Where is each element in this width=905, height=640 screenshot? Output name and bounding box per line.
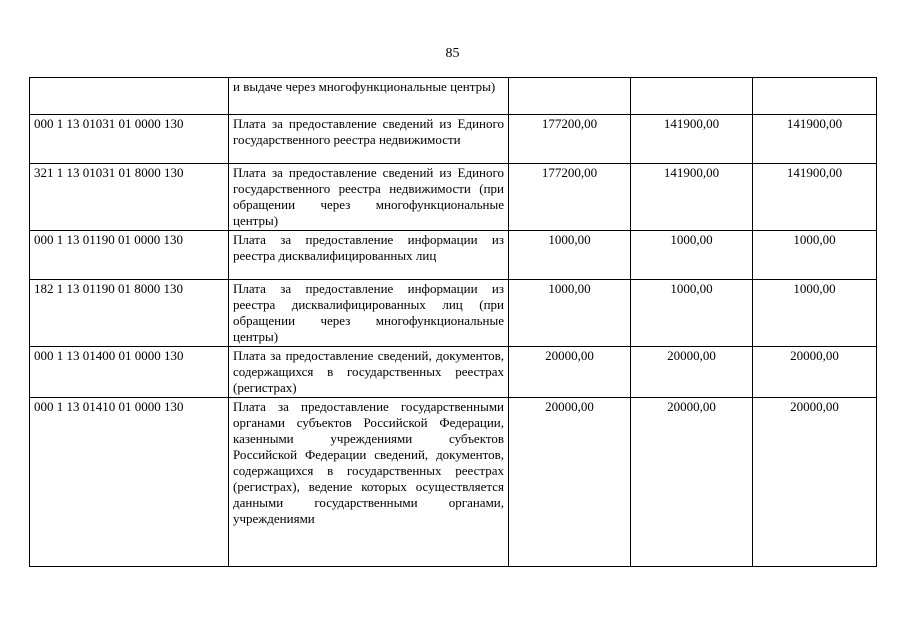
amount-year1-cell: 177200,00 [509, 115, 631, 164]
budget-revenue-table [29, 77, 877, 567]
amount-year3-cell: 141900,00 [753, 164, 877, 231]
budget-code-cell: 000 1 13 01190 01 0000 130 [30, 231, 229, 280]
income-name-cell: Плата за предоставление сведений из Единого государственного реестра недвижимости [229, 115, 509, 164]
income-name-cell: Плата за предоставление сведений, документов, содержащихся в государственных реестрах (регистрах) [229, 347, 509, 398]
amount-year1-cell: 20000,00 [509, 398, 631, 567]
amount-year2-cell [631, 78, 753, 115]
amount-year2-cell: 1000,00 [631, 280, 753, 347]
table-row [30, 164, 877, 231]
amount-year1-cell: 177200,00 [509, 164, 631, 231]
income-name-cell: Плата за предоставление информации из реестра дисквалифицированных лиц (при обращении через многофункциональные центры) [229, 280, 509, 347]
amount-year1-cell: 1000,00 [509, 231, 631, 280]
budget-code-cell: 182 1 13 01190 01 8000 130 [30, 280, 229, 347]
budget-code-cell: 321 1 13 01031 01 8000 130 [30, 164, 229, 231]
budget-code-cell [30, 78, 229, 115]
income-name-cell: Плата за предоставление информации из реестра дисквалифицированных лиц [229, 231, 509, 280]
page-number: 85 [445, 46, 460, 61]
table-row [30, 231, 877, 280]
amount-year2-cell: 141900,00 [631, 115, 753, 164]
amount-year2-cell: 20000,00 [631, 347, 753, 398]
budget-code-cell: 000 1 13 01400 01 0000 130 [30, 347, 229, 398]
amount-year3-cell: 20000,00 [753, 398, 877, 567]
table-row [30, 280, 877, 347]
amount-year3-cell: 141900,00 [753, 115, 877, 164]
amount-year2-cell: 1000,00 [631, 231, 753, 280]
income-name-cell: Плата за предоставление государственными органами субъектов Российской Федерации, казенными учреждениями субъектов Российской Федерации сведений, документов, содержащихся в государственных реестрах (регистрах), ведение которых осуществляется данными государственными органами, учреждениями [229, 398, 509, 567]
amount-year3-cell: 20000,00 [753, 347, 877, 398]
income-name-cell: и выдаче через многофункциональные центры) [229, 78, 509, 115]
amount-year1-cell: 20000,00 [509, 347, 631, 398]
amount-year2-cell: 141900,00 [631, 164, 753, 231]
table-row [30, 398, 877, 567]
amount-year2-cell: 20000,00 [631, 398, 753, 567]
table-row [30, 115, 877, 164]
amount-year3-cell: 1000,00 [753, 280, 877, 347]
budget-code-cell: 000 1 13 01410 01 0000 130 [30, 398, 229, 567]
table-row [30, 78, 877, 115]
table-row [30, 347, 877, 398]
amount-year1-cell: 1000,00 [509, 280, 631, 347]
income-name-cell: Плата за предоставление сведений из Единого государственного реестра недвижимости (при обращении через многофункциональные центры) [229, 164, 509, 231]
amount-year3-cell: 1000,00 [753, 231, 877, 280]
amount-year1-cell [509, 78, 631, 115]
budget-code-cell: 000 1 13 01031 01 0000 130 [30, 115, 229, 164]
amount-year3-cell [753, 78, 877, 115]
